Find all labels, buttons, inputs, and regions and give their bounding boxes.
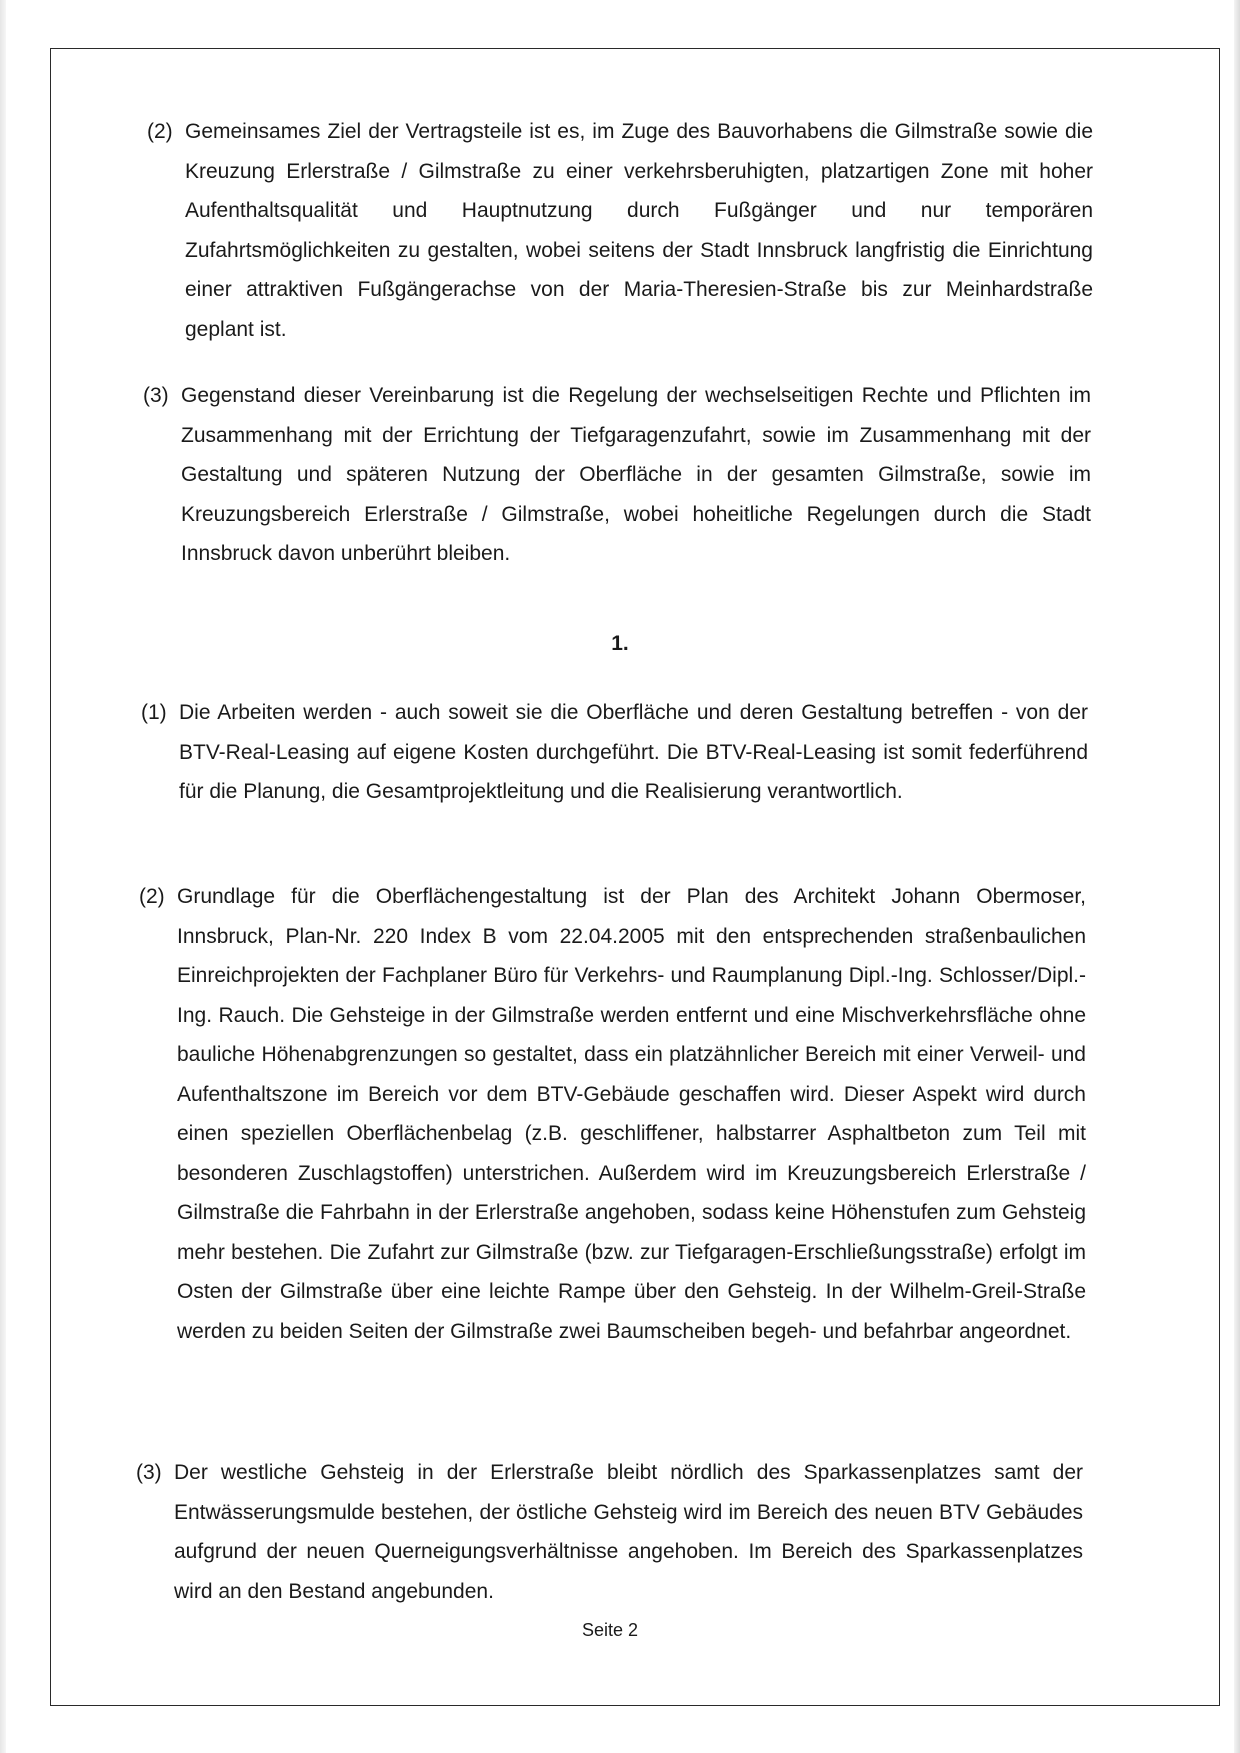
intro-paragraph-3 bbox=[143, 376, 1091, 574]
paragraph-number: (2) bbox=[147, 120, 173, 143]
paragraph-number: (3) bbox=[136, 1461, 162, 1484]
paragraph-text: Die Arbeiten werden - auch soweit sie die Oberfläche und deren Gestaltung betreffen - von der BTV-Real-Leasing auf eigene Kosten durchgeführt. Die BTV-Real-Leasing ist somit federführend für die Planung, die Gesamtprojektleitung und die Realisierung verantwortlich. bbox=[179, 701, 1088, 803]
paragraph-text: Der westliche Gehsteig in der Erlerstraße bleibt nördlich des Sparkassenplatzes samt der Entwässerungsmulde bestehen, der östliche Gehsteig wird im Bereich des neuen BTV Gebäudes aufgrund der neuen Querneigungsverhältnisse angehoben. Im Bereich des Sparkassenplatzes wird an den Bestand angebunden. bbox=[174, 1461, 1083, 1603]
section1-paragraph-2 bbox=[139, 877, 1086, 1351]
section-heading: 1. bbox=[611, 632, 629, 655]
scan-edge-right bbox=[1234, 0, 1240, 1753]
scan-edge-left bbox=[0, 0, 6, 1753]
section1-paragraph-1 bbox=[141, 693, 1088, 812]
paragraph-number: (2) bbox=[139, 885, 165, 908]
paragraph-text: Gemeinsames Ziel der Vertragsteile ist es, im Zuge des Bauvorhabens die Gilmstraße sowie die Kreuzung Erlerstraße / Gilmstraße zu einer verkehrsberuhigten, platzartigen Zone mit hoher Aufenthaltsqualität und Hauptnutzung durch Fußgänger und nur temporären Zufahrtsmöglichkeiten zu gestalten, wobei seitens der Stadt Innsbruck langfristig die Einrichtung einer attraktiven Fußgängerachse von der Maria-Theresien-Straße bis zur Meinhardstraße geplant ist. bbox=[185, 120, 1093, 341]
paragraph-number: (1) bbox=[141, 701, 167, 724]
section1-paragraph-3 bbox=[136, 1453, 1083, 1611]
intro-paragraph-2 bbox=[147, 112, 1093, 349]
paragraph-text: Grundlage für die Oberflächengestaltung ist der Plan des Architekt Johann Obermoser, Innsbruck, Plan-Nr. 220 Index B vom 22.04.2005 mit den entsprechenden straßenbaulichen Einreichprojekten der Fachplaner Büro für Verkehrs- und Raumplanung Dipl.-Ing. Schlosser/Dipl.-Ing. Rauch. Die Gehsteige in der Gilmstraße werden entfernt und eine Mischverkehrsfläche ohne bauliche Höhenabgrenzungen so gestaltet, dass ein platzähnlicher Bereich mit einer Verweil- und Aufenthaltszone im Bereich vor dem BTV-Gebäude geschaffen wird. Dieser Aspekt wird durch einen speziellen Oberflächenbelag (z.B. geschliffener, halbstarrer Asphaltbeton zum Teil mit besonderen Zuschlagstoffen) unterstrichen. Außerdem wird im Kreuzungsbereich Erlerstraße / Gilmstraße die Fahrbahn in der Erlerstraße angehoben, sodass keine Höhenstufen zum Gehsteig mehr bestehen. Die Zufahrt zur Gilmstraße (bzw. zur Tiefgaragen-Erschließungsstraße) erfolgt im Osten der Gilmstraße über eine leichte Rampe über den Gehsteig. In der Wilhelm-Greil-Straße werden zu beiden Seiten der Gilmstraße zwei Baumscheiben begeh- und befahrbar angeordnet. bbox=[177, 885, 1086, 1343]
page-number: Seite 2 bbox=[581, 1620, 639, 1640]
paragraph-number: (3) bbox=[143, 384, 169, 407]
paragraph-text: Gegenstand dieser Vereinbarung ist die Regelung der wechselseitigen Rechte und Pflichten im Zusammenhang mit der Errichtung der Tiefgaragenzufahrt, sowie im Zusammenhang mit der Gestaltung und späteren Nutzung der Oberfläche in der gesamten Gilmstraße, sowie im Kreuzungsbereich Erlerstraße / Gilmstraße, wobei hoheitliche Regelungen durch die Stadt Innsbruck davon unberührt bleiben. bbox=[181, 384, 1091, 565]
